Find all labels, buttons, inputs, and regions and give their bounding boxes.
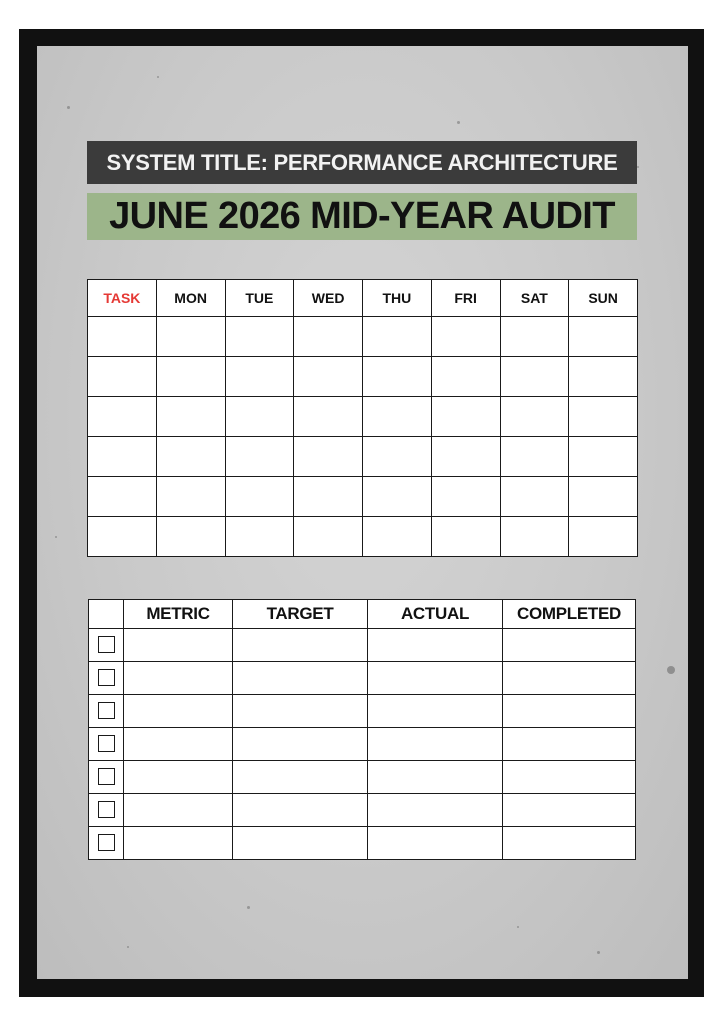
metric-check-cell (89, 794, 124, 827)
weekly-row (88, 317, 638, 357)
weekly-cell-wed[interactable] (294, 397, 363, 437)
metric-cell-metric[interactable] (124, 728, 233, 761)
weekly-cell-fri[interactable] (431, 477, 500, 517)
metric-row (89, 629, 636, 662)
weekly-cell-sat[interactable] (500, 397, 569, 437)
col-header-mon: MON (156, 280, 225, 317)
weekly-cell-mon[interactable] (156, 357, 225, 397)
weekly-cell-wed[interactable] (294, 477, 363, 517)
metric-cell-actual[interactable] (368, 761, 503, 794)
metric-cell-metric[interactable] (124, 827, 233, 860)
weekly-cell-thu[interactable] (363, 317, 432, 357)
weekly-cell-wed[interactable] (294, 357, 363, 397)
weekly-task-table (87, 279, 638, 557)
weekly-cell-mon[interactable] (156, 477, 225, 517)
col-header-check (89, 600, 124, 629)
metric-cell-actual[interactable] (368, 695, 503, 728)
metric-row (89, 761, 636, 794)
weekly-header-row (88, 280, 638, 317)
metric-cell-actual[interactable] (368, 827, 503, 860)
weekly-cell-tue[interactable] (225, 477, 294, 517)
metric-row (89, 728, 636, 761)
weekly-cell-mon[interactable] (156, 397, 225, 437)
weekly-cell-sun[interactable] (569, 477, 638, 517)
main-title: JUNE 2026 MID-YEAR AUDIT (87, 193, 637, 240)
metric-cell-metric[interactable] (124, 629, 233, 662)
metric-cell-target[interactable] (233, 629, 368, 662)
metric-cell-completed[interactable] (503, 761, 636, 794)
col-header-actual: ACTUAL (368, 600, 503, 629)
weekly-cell-sun[interactable] (569, 357, 638, 397)
col-header-wed: WED (294, 280, 363, 317)
weekly-cell-fri[interactable] (431, 517, 500, 557)
metric-cell-completed[interactable] (503, 629, 636, 662)
metric-cell-target[interactable] (233, 662, 368, 695)
metric-cell-actual[interactable] (368, 629, 503, 662)
weekly-cell-sun[interactable] (569, 517, 638, 557)
metric-cell-completed[interactable] (503, 695, 636, 728)
weekly-row (88, 477, 638, 517)
weekly-cell-sun[interactable] (569, 397, 638, 437)
checkbox[interactable] (98, 801, 115, 818)
weekly-cell-wed[interactable] (294, 317, 363, 357)
metric-header-row (89, 600, 636, 629)
weekly-cell-fri[interactable] (431, 437, 500, 477)
weekly-cell-tue[interactable] (225, 517, 294, 557)
weekly-cell-wed[interactable] (294, 517, 363, 557)
weekly-cell-sat[interactable] (500, 477, 569, 517)
col-header-task: TASK (88, 280, 157, 317)
weekly-cell-fri[interactable] (431, 357, 500, 397)
metric-cell-actual[interactable] (368, 662, 503, 695)
system-title-bar: SYSTEM TITLE: PERFORMANCE ARCHITECTURE (87, 141, 637, 184)
metric-check-cell (89, 761, 124, 794)
metric-cell-target[interactable] (233, 695, 368, 728)
weekly-cell-tue[interactable] (225, 357, 294, 397)
weekly-cell-wed[interactable] (294, 437, 363, 477)
weekly-cell-task[interactable] (88, 317, 157, 357)
weekly-cell-thu[interactable] (363, 477, 432, 517)
metric-row (89, 827, 636, 860)
metric-cell-metric[interactable] (124, 761, 233, 794)
checkbox[interactable] (98, 669, 115, 686)
checkbox[interactable] (98, 702, 115, 719)
weekly-cell-task[interactable] (88, 477, 157, 517)
weekly-row (88, 357, 638, 397)
weekly-cell-sat[interactable] (500, 357, 569, 397)
col-header-sun: SUN (569, 280, 638, 317)
metric-cell-actual[interactable] (368, 794, 503, 827)
weekly-row (88, 517, 638, 557)
weekly-cell-task[interactable] (88, 437, 157, 477)
weekly-cell-task[interactable] (88, 357, 157, 397)
weekly-cell-sun[interactable] (569, 317, 638, 357)
weekly-row (88, 437, 638, 477)
metric-cell-target[interactable] (233, 761, 368, 794)
checkbox[interactable] (98, 735, 115, 752)
metric-check-cell (89, 629, 124, 662)
weekly-cell-task[interactable] (88, 397, 157, 437)
metric-cell-metric[interactable] (124, 794, 233, 827)
weekly-cell-fri[interactable] (431, 397, 500, 437)
weekly-cell-sun[interactable] (569, 437, 638, 477)
metric-cell-completed[interactable] (503, 827, 636, 860)
metric-cell-completed[interactable] (503, 794, 636, 827)
weekly-cell-thu[interactable] (363, 357, 432, 397)
col-header-tue: TUE (225, 280, 294, 317)
col-header-sat: SAT (500, 280, 569, 317)
metric-cell-target[interactable] (233, 794, 368, 827)
weekly-cell-tue[interactable] (225, 397, 294, 437)
metric-check-cell (89, 827, 124, 860)
weekly-cell-sat[interactable] (500, 317, 569, 357)
metric-cell-target[interactable] (233, 827, 368, 860)
weekly-cell-thu[interactable] (363, 517, 432, 557)
metric-row (89, 794, 636, 827)
col-header-metric: METRIC (124, 600, 233, 629)
metric-row (89, 662, 636, 695)
col-header-thu: THU (363, 280, 432, 317)
weekly-cell-mon[interactable] (156, 317, 225, 357)
col-header-fri: FRI (431, 280, 500, 317)
checkbox[interactable] (98, 834, 115, 851)
metric-cell-target[interactable] (233, 728, 368, 761)
weekly-cell-mon[interactable] (156, 437, 225, 477)
weekly-cell-task[interactable] (88, 517, 157, 557)
checkbox[interactable] (98, 768, 115, 785)
weekly-row (88, 397, 638, 437)
metric-check-cell (89, 662, 124, 695)
metric-cell-completed[interactable] (503, 728, 636, 761)
metric-check-cell (89, 728, 124, 761)
checkbox[interactable] (98, 636, 115, 653)
col-header-target: TARGET (233, 600, 368, 629)
weekly-cell-tue[interactable] (225, 437, 294, 477)
weekly-cell-fri[interactable] (431, 317, 500, 357)
weekly-cell-mon[interactable] (156, 517, 225, 557)
col-header-completed: COMPLETED (503, 600, 636, 629)
metric-row (89, 695, 636, 728)
weekly-cell-sat[interactable] (500, 517, 569, 557)
metric-table (88, 599, 636, 860)
weekly-cell-tue[interactable] (225, 317, 294, 357)
metric-cell-metric[interactable] (124, 662, 233, 695)
weekly-cell-thu[interactable] (363, 397, 432, 437)
metric-cell-metric[interactable] (124, 695, 233, 728)
weekly-cell-sat[interactable] (500, 437, 569, 477)
weekly-cell-thu[interactable] (363, 437, 432, 477)
metric-cell-actual[interactable] (368, 728, 503, 761)
metric-cell-completed[interactable] (503, 662, 636, 695)
metric-check-cell (89, 695, 124, 728)
